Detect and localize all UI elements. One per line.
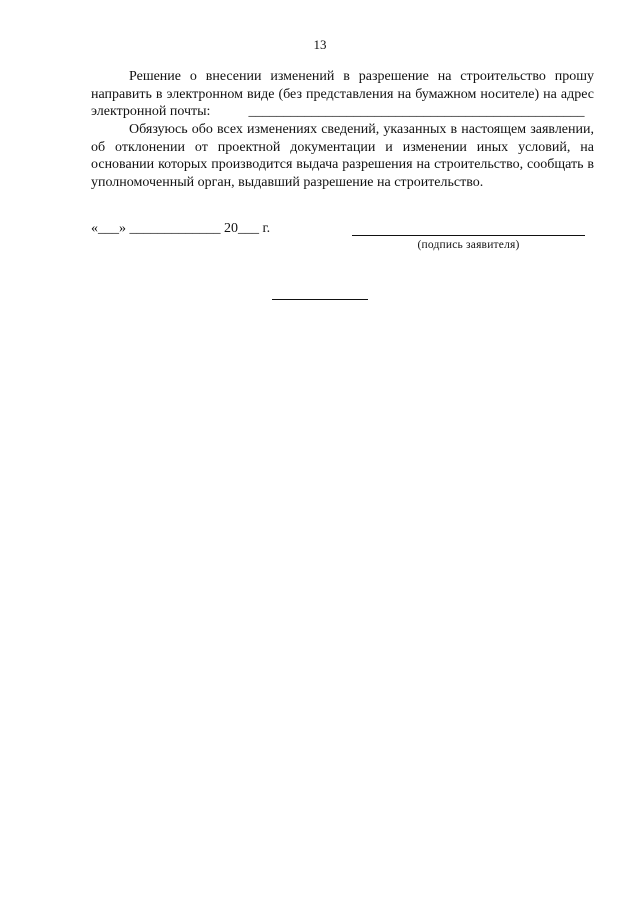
end-divider	[272, 299, 368, 300]
date-field: «___» _____________ 20___ г.	[91, 221, 271, 236]
signature-caption: (подпись заявителя)	[417, 239, 520, 251]
email-blank-line: ________________________________________________	[248, 104, 585, 119]
signature-line	[352, 235, 585, 236]
page-number: 13	[313, 37, 327, 52]
email-request-paragraph	[91, 68, 594, 121]
obligation-text: Обязуюсь обо всех изменениях сведений, указанных в настоящем заявлении, об отклонении от проектной документации и изменении иных условий, на основании которых производится выдача разрешения на строительство, сообщать в уполномоченный орган, выдавший разрешение на строительство.	[91, 122, 594, 190]
email-request-text: Решение о внесении изменений в разрешение на строительство прошу направить в электронном виде (без представления на бумажном носителе) на адрес электронной почты:	[91, 69, 594, 119]
obligation-paragraph	[91, 121, 594, 191]
